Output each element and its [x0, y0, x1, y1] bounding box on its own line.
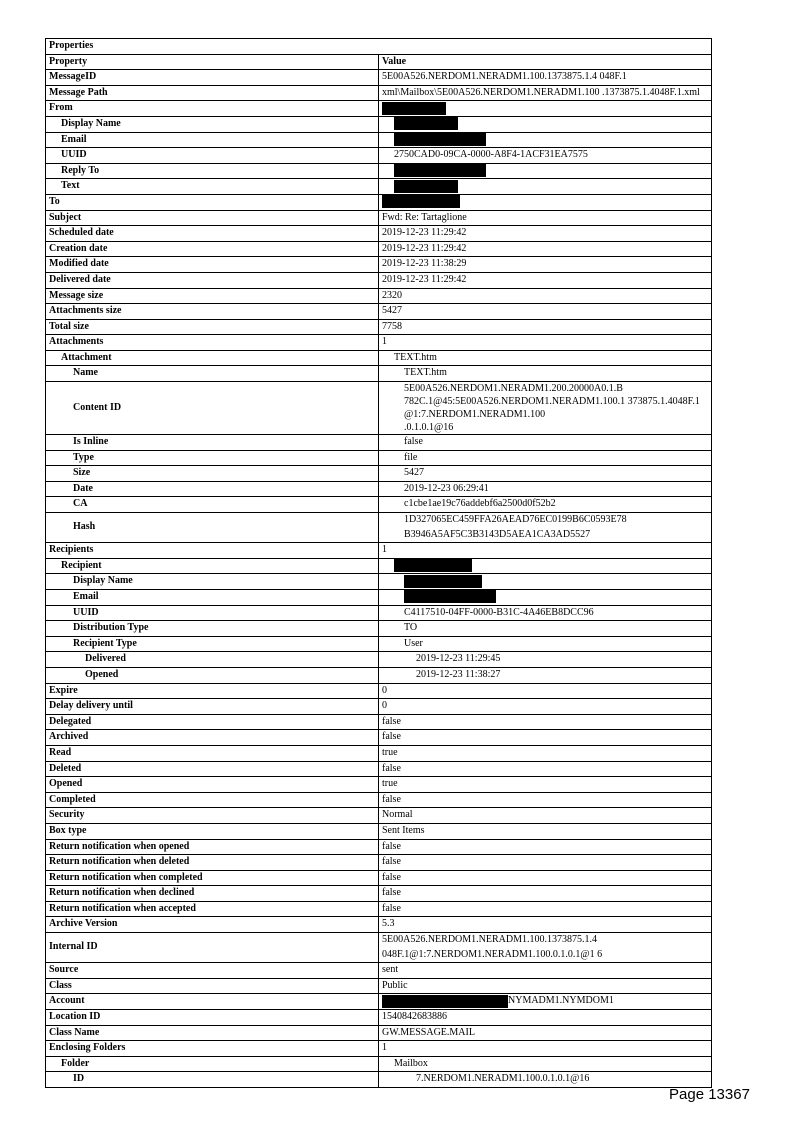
value-text: GW.MESSAGE.MAIL	[382, 1026, 475, 1038]
property-value	[379, 319, 712, 335]
property-value	[379, 917, 712, 933]
property-value	[379, 101, 712, 117]
value-text: true	[382, 746, 398, 758]
value-text: false	[382, 887, 401, 899]
table-row	[46, 839, 712, 855]
property-label: Completed	[46, 792, 379, 808]
property-value	[379, 70, 712, 86]
property-value	[379, 730, 712, 746]
value-text: false	[382, 871, 401, 883]
property-value	[379, 304, 712, 320]
table-row	[46, 101, 712, 117]
property-value	[379, 226, 712, 242]
value-text: 2750CAD0-09CA-0000-A8F4-1ACF31EA7575	[394, 149, 588, 161]
property-label: Content ID	[46, 382, 379, 435]
value-text: false	[382, 762, 401, 774]
property-label: Location ID	[46, 1010, 379, 1026]
value-text: Fwd: Re: Tartaglione	[382, 211, 467, 223]
value-text: 5427	[404, 467, 424, 479]
property-label: Attachments	[46, 335, 379, 351]
table-row	[46, 132, 712, 148]
property-value	[379, 870, 712, 886]
value-text: false	[382, 902, 401, 914]
table-row	[46, 1072, 712, 1088]
property-label: Size	[46, 466, 379, 482]
property-value	[379, 933, 712, 963]
header-value: Value	[379, 54, 712, 70]
property-label: Opened	[46, 667, 379, 683]
property-value	[379, 1041, 712, 1057]
table-row	[46, 699, 712, 715]
property-value	[379, 450, 712, 466]
property-label: Modified date	[46, 257, 379, 273]
property-value	[379, 605, 712, 621]
value-text: 5E00A526.NERDOM1.NERADM1.100.1373875.1.4 048F.1	[382, 71, 627, 83]
table-row	[46, 366, 712, 382]
property-value	[379, 435, 712, 451]
header-property: Property	[46, 54, 379, 70]
table-row	[46, 319, 712, 335]
table-row	[46, 241, 712, 257]
redaction-bar	[404, 590, 496, 603]
property-value	[379, 257, 712, 273]
value-text: 2019-12-23 11:29:42	[382, 273, 467, 285]
table-header-row	[46, 54, 712, 70]
property-label: Message Path	[46, 85, 379, 101]
redaction-bar	[394, 117, 458, 130]
table-row	[46, 1010, 712, 1026]
table-row	[46, 70, 712, 86]
property-label: Attachment	[46, 350, 379, 366]
property-value	[379, 1010, 712, 1026]
redaction-bar	[394, 133, 486, 146]
property-label: Archive Version	[46, 917, 379, 933]
value-text: C4117510-04FF-0000-B31C-4A46EB8DCC96	[404, 606, 594, 618]
property-label: Read	[46, 745, 379, 761]
table-row	[46, 978, 712, 994]
property-value	[379, 366, 712, 382]
property-value	[379, 543, 712, 559]
property-label: Reply To	[46, 163, 379, 179]
value-text: 0	[382, 700, 387, 712]
property-label: Security	[46, 808, 379, 824]
value-text: 7.NERDOM1.NERADM1.100.0.1.0.1@16	[416, 1073, 590, 1085]
property-label: Archived	[46, 730, 379, 746]
property-value	[379, 163, 712, 179]
table-row	[46, 963, 712, 979]
table-row	[46, 605, 712, 621]
table-row	[46, 179, 712, 195]
table-row	[46, 148, 712, 164]
property-label: Class	[46, 978, 379, 994]
property-label: Return notification when accepted	[46, 901, 379, 917]
value-text: TEXT.htm	[404, 367, 447, 379]
value-text: 1D327065EC459FFA26AEAD76EC0199B6C0593E78 B3946A5AF5C3B3143D5AEA1CA3AD5527	[404, 514, 627, 540]
table-row	[46, 994, 712, 1010]
property-value	[379, 558, 712, 574]
property-value	[379, 714, 712, 730]
property-label: Total size	[46, 319, 379, 335]
property-value	[379, 808, 712, 824]
table-row	[46, 257, 712, 273]
table-row	[46, 272, 712, 288]
table-row	[46, 792, 712, 808]
property-label: Folder	[46, 1056, 379, 1072]
value-text: Public	[382, 979, 408, 991]
table-row	[46, 714, 712, 730]
value-text: NYMADM1.NYMDOM1	[508, 995, 614, 1007]
table-row	[46, 917, 712, 933]
value-text: 2019-12-23 11:29:45	[416, 653, 501, 665]
property-label: Source	[46, 963, 379, 979]
property-label: Is Inline	[46, 435, 379, 451]
property-value	[379, 194, 712, 210]
property-label: Attachments size	[46, 304, 379, 320]
value-text: sent	[382, 964, 399, 976]
property-label: Creation date	[46, 241, 379, 257]
property-value	[379, 148, 712, 164]
value-text: false	[382, 715, 401, 727]
property-value	[379, 335, 712, 351]
table-row	[46, 210, 712, 226]
property-label: Return notification when deleted	[46, 855, 379, 871]
redaction-bar	[394, 180, 458, 193]
property-label: Recipient	[46, 558, 379, 574]
table-row	[46, 886, 712, 902]
table-row	[46, 1056, 712, 1072]
table-row	[46, 933, 712, 963]
table-row	[46, 350, 712, 366]
property-label: Recipient Type	[46, 636, 379, 652]
table-row	[46, 226, 712, 242]
property-label: To	[46, 194, 379, 210]
property-value	[379, 132, 712, 148]
table-row	[46, 652, 712, 668]
table-row	[46, 116, 712, 132]
property-value	[379, 288, 712, 304]
property-value	[379, 179, 712, 195]
value-text: 2019-12-23 11:38:29	[382, 258, 467, 270]
property-value	[379, 350, 712, 366]
value-text: 2019-12-23 11:29:42	[382, 227, 467, 239]
property-label: Subject	[46, 210, 379, 226]
value-text: false	[382, 793, 401, 805]
value-line: .0.1.0.1@16	[404, 422, 454, 434]
property-label: Return notification when declined	[46, 886, 379, 902]
property-value	[379, 839, 712, 855]
table-row	[46, 497, 712, 513]
property-label: Display Name	[46, 116, 379, 132]
property-label: Box type	[46, 823, 379, 839]
table-title-row	[46, 39, 712, 55]
property-value	[379, 792, 712, 808]
redaction-bar	[382, 995, 508, 1008]
property-value	[379, 963, 712, 979]
property-label: Internal ID	[46, 933, 379, 963]
property-label: Delegated	[46, 714, 379, 730]
table-row	[46, 163, 712, 179]
table-row	[46, 761, 712, 777]
value-text: xml\Mailbox\5E00A526.NERDOM1.NERADM1.100 .1373875.1.4048F.1.xml	[382, 86, 700, 98]
value-text: 2019-12-23 06:29:41	[404, 482, 489, 494]
property-value	[379, 823, 712, 839]
value-text: 1	[382, 1042, 387, 1054]
value-text: Mailbox	[394, 1057, 428, 1069]
property-label: Hash	[46, 513, 379, 543]
table-row	[46, 382, 712, 435]
property-value	[379, 466, 712, 482]
value-text: 7758	[382, 320, 402, 332]
property-label: Opened	[46, 777, 379, 793]
property-label: ID	[46, 1072, 379, 1088]
property-label: Distribution Type	[46, 621, 379, 637]
property-value	[379, 636, 712, 652]
table-row	[46, 636, 712, 652]
table-row	[46, 481, 712, 497]
value-text: file	[404, 451, 418, 463]
value-text: TEXT.htm	[394, 351, 437, 363]
table-row	[46, 855, 712, 871]
table-row	[46, 1041, 712, 1057]
property-label: Enclosing Folders	[46, 1041, 379, 1057]
property-value	[379, 1056, 712, 1072]
property-label: Email	[46, 132, 379, 148]
table-row	[46, 513, 712, 543]
property-value	[379, 1025, 712, 1041]
property-value	[379, 590, 712, 606]
table-row	[46, 574, 712, 590]
property-label: Recipients	[46, 543, 379, 559]
property-value	[379, 574, 712, 590]
property-label: Name	[46, 366, 379, 382]
table-row	[46, 901, 712, 917]
property-label: From	[46, 101, 379, 117]
redaction-bar	[394, 164, 486, 177]
property-label: Scheduled date	[46, 226, 379, 242]
table-row	[46, 304, 712, 320]
value-text: false	[382, 731, 401, 743]
value-text: User	[404, 637, 423, 649]
table-row	[46, 683, 712, 699]
table-row	[46, 667, 712, 683]
property-label: Email	[46, 590, 379, 606]
value-text: false	[404, 436, 423, 448]
page-number: Page 13367	[669, 1086, 750, 1103]
property-label: Message size	[46, 288, 379, 304]
table-row	[46, 870, 712, 886]
property-value	[379, 901, 712, 917]
value-text: 0	[382, 684, 387, 696]
property-label: Expire	[46, 683, 379, 699]
property-label: MessageID	[46, 70, 379, 86]
property-value	[379, 667, 712, 683]
value-text: 5427	[382, 305, 402, 317]
property-label: Class Name	[46, 1025, 379, 1041]
value-text: 1	[382, 544, 387, 556]
property-value	[379, 621, 712, 637]
property-label: Delivered	[46, 652, 379, 668]
property-value	[379, 272, 712, 288]
property-label: Delay delivery until	[46, 699, 379, 715]
value-text: true	[382, 778, 398, 790]
table-row	[46, 543, 712, 559]
value-text: Normal	[382, 809, 413, 821]
property-label: Deleted	[46, 761, 379, 777]
property-label: Type	[46, 450, 379, 466]
property-value	[379, 210, 712, 226]
redaction-bar	[404, 575, 482, 588]
value-text: false	[382, 856, 401, 868]
table-row	[46, 288, 712, 304]
table-row	[46, 194, 712, 210]
value-text: 1	[382, 336, 387, 348]
property-value	[379, 1072, 712, 1088]
property-value	[379, 481, 712, 497]
value-text: TO	[404, 622, 418, 634]
table-row	[46, 335, 712, 351]
property-value	[379, 886, 712, 902]
properties-table	[45, 38, 712, 1088]
property-value	[379, 513, 712, 543]
property-value	[379, 699, 712, 715]
property-value	[379, 745, 712, 761]
redaction-bar	[382, 102, 446, 115]
property-label: UUID	[46, 148, 379, 164]
table-row	[46, 730, 712, 746]
value-text: false	[382, 840, 401, 852]
table-row	[46, 466, 712, 482]
property-label: Display Name	[46, 574, 379, 590]
property-label: CA	[46, 497, 379, 513]
property-label: Delivered date	[46, 272, 379, 288]
table-row	[46, 450, 712, 466]
property-value	[379, 855, 712, 871]
redaction-bar	[394, 559, 472, 572]
table-row	[46, 745, 712, 761]
value-text: c1cbe1ae19c76addebf6a2500d0f52b2	[404, 498, 556, 510]
table-row	[46, 808, 712, 824]
property-label: Return notification when opened	[46, 839, 379, 855]
table-row	[46, 621, 712, 637]
property-value	[379, 994, 712, 1010]
table-row	[46, 823, 712, 839]
table-title: Properties	[46, 39, 712, 55]
property-label: Account	[46, 994, 379, 1010]
table-row	[46, 435, 712, 451]
property-value	[379, 241, 712, 257]
value-text: Sent Items	[382, 824, 425, 836]
value-text: 2320	[382, 289, 402, 301]
value-text: 2019-12-23 11:29:42	[382, 242, 467, 254]
property-value	[379, 683, 712, 699]
value-text: 1540842683886	[382, 1011, 447, 1023]
table-row	[46, 1025, 712, 1041]
table-row	[46, 85, 712, 101]
table-row	[46, 777, 712, 793]
table-row	[46, 590, 712, 606]
value-text: 5.3	[382, 918, 395, 930]
property-value	[379, 382, 712, 435]
table-row	[46, 558, 712, 574]
property-label: UUID	[46, 605, 379, 621]
property-value	[379, 777, 712, 793]
value-line: 782C.1@45:5E00A526.NERDOM1.NERADM1.100.1 373875.1.4048F.1@1:7.NERDOM1.NERADM1.100	[404, 396, 700, 421]
property-value	[379, 652, 712, 668]
property-value	[379, 85, 712, 101]
redaction-bar	[382, 195, 460, 208]
property-value	[379, 978, 712, 994]
property-label: Return notification when completed	[46, 870, 379, 886]
value-text: 5E00A526.NERDOM1.NERADM1.100.1373875.1.4 048F.1@1:7.NERDOM1.NERADM1.100.0.1.0.1@1 6	[382, 934, 603, 960]
property-value	[379, 497, 712, 513]
property-label: Date	[46, 481, 379, 497]
property-value	[379, 116, 712, 132]
property-value	[379, 761, 712, 777]
value-line: 5E00A526.NERDOM1.NERADM1.200.20000A0.1.B	[404, 383, 623, 395]
property-label: Text	[46, 179, 379, 195]
value-text: 2019-12-23 11:38:27	[416, 668, 501, 680]
